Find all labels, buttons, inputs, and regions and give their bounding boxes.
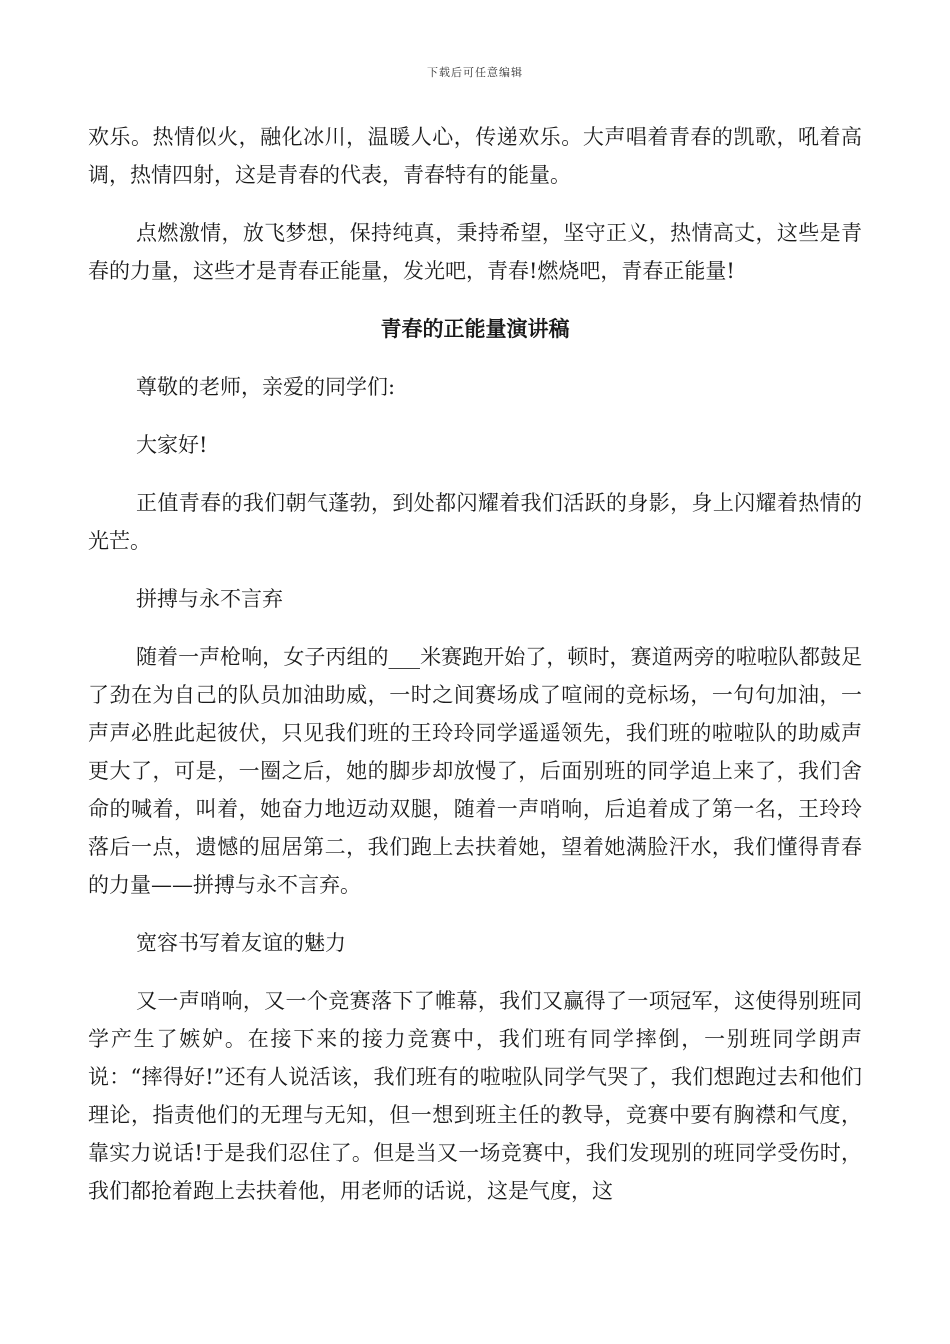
greeting-line: 尊敬的老师，亲爱的同学们: <box>136 375 396 399</box>
paragraph-race: 随着一声枪响，女子丙组的___米赛跑开始了，顿时，赛道两旁的啦啦队都鼓足了劲在为自己的队员加油助威，一时之间赛场成了喧闹的竞标场，一句句加油，一声声必胜此起彼伏，只见我们班的王玲玲同学遥遥领先，我们班的啦啦队的助威声更大了，可是，一圈之后，她的脚步却放慢了，后面别班的同学追上来了，我们舍命的喊着，叫着，她奋力地迈动双腿，随着一声哨响，后追着成了第一名，王玲玲落后一点，遗憾的屈居第二，我们跑上去扶着她，望着她满脸汗水，我们懂得青春的力量——拼搏与永不言弃。 <box>88 645 862 897</box>
section-heading-tolerance: 宽容书写着友谊的魅力 <box>136 931 346 955</box>
paragraph-intro: 正值青春的我们朝气蓬勃，到处都闪耀着我们活跃的身影，身上闪耀着热情的光芒。 <box>88 491 862 553</box>
paragraph-continued: 欢乐。热情似火，融化冰川，温暖人心，传递欢乐。大声唱着青春的凯歌，吼着高调，热情四射，这是青春的代表，青春特有的能量。 <box>88 125 862 187</box>
section-heading-perseverance: 拼搏与永不言弃 <box>136 587 283 611</box>
page-header-note: 下载后可任意编辑 <box>427 66 523 79</box>
paragraph-closing: 点燃激情，放飞梦想，保持纯真，秉持希望，坚守正义，热情高丈，这些是青春的力量，这些才是青春正能量，发光吧，青春!燃烧吧，青春正能量! <box>88 221 862 283</box>
document-body <box>88 118 862 1230</box>
speech-title: 青春的正能量演讲稿 <box>380 317 570 341</box>
hello-line: 大家好! <box>136 433 208 457</box>
paragraph-relay: 又一声哨响，又一个竞赛落下了帷幕，我们又赢得了一项冠军，这使得别班同学产生了嫉妒。在接下来的接力竞赛中，我们班有同学摔倒，一别班同学朗声说：“摔得好!”还有人说活该，我们班有的啦啦队同学气哭了，我们想跑过去和他们理论，指责他们的无理与无知，但一想到班主任的教导，竞赛中要有胸襟和气度，靠实力说话!于是我们忍住了。但是当又一场竞赛中，我们发现别的班同学受伤时，我们都抢着跑上去扶着他，用老师的话说，这是气度，这 <box>88 989 862 1203</box>
